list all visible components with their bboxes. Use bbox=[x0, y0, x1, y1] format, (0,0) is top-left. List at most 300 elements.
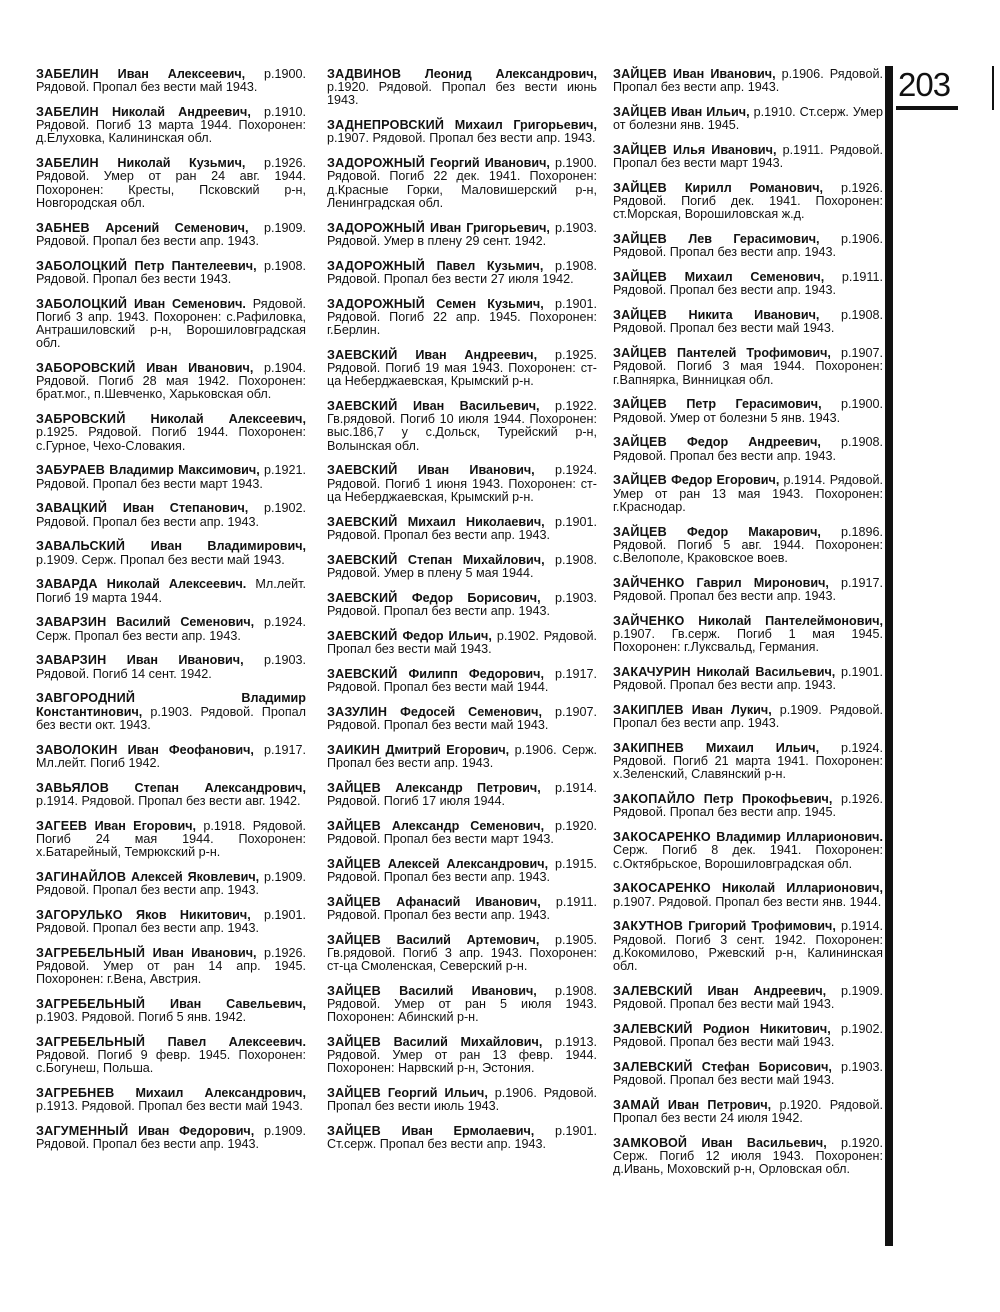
memorial-entry bbox=[36, 782, 306, 808]
entry-details: Рядовой. Погиб 9 февр. 1945. Похоронен: с.Богунеш, Польша. bbox=[36, 1048, 306, 1076]
memorial-entry bbox=[327, 349, 597, 389]
entry-given-name: Николай Андреевич, bbox=[111, 105, 251, 119]
entry-given-name: Владимир Илларионович. bbox=[716, 830, 883, 845]
memorial-entry bbox=[327, 260, 597, 286]
memorial-entry bbox=[327, 706, 597, 732]
entry-given-name: Иван Иванович, bbox=[146, 361, 254, 376]
margin-vertical-rule bbox=[885, 66, 893, 1246]
memorial-entry bbox=[613, 615, 883, 655]
memorial-entry bbox=[327, 896, 597, 922]
entry-details: р.1901. Рядовой. Пропал без вести апр. 1943. bbox=[613, 665, 884, 693]
entry-surname: ЗАДВИНОВ bbox=[327, 67, 402, 81]
entry-details: р.1903. Рядовой. Умер в плену 29 сент. 1942. bbox=[327, 220, 598, 248]
entry-given-name: Иван Григорьевич, bbox=[430, 220, 550, 235]
entry-details: р.1920. Рядовой. Пропал без вести 24 июля 1942. bbox=[613, 1097, 883, 1126]
memorial-entry bbox=[613, 1137, 883, 1177]
memorial-entry bbox=[613, 882, 883, 908]
entry-surname: ЗАБРОВСКИЙ bbox=[36, 412, 126, 427]
entry-surname: ЗАГРЕБНЕВ bbox=[36, 1086, 115, 1101]
entry-surname: ЗАЕВСКИЙ bbox=[327, 666, 398, 681]
entry-surname: ЗАВЬЯЛОВ bbox=[36, 780, 110, 795]
entry-details: р.1914. Рядовой. Пропал без вести авг. 1942. bbox=[36, 793, 301, 808]
entry-surname: ЗАЙЦЕВ bbox=[613, 473, 667, 488]
entry-details: р.1917. Рядовой. Пропал без вести апр. 1943. bbox=[613, 575, 884, 604]
entry-given-name: Иван Иванович, bbox=[417, 463, 535, 478]
entry-details: р.1918. Рядовой. Погиб 24 мая 1944. Похоронен: х.Батарейный, Темрюкский р-н. bbox=[36, 818, 307, 860]
page-number-side-rule bbox=[992, 66, 994, 110]
memorial-entry bbox=[36, 654, 306, 680]
entry-details: р.1903. Рядовой. Пропал без вести окт. 1943. bbox=[36, 704, 306, 732]
entry-given-name: Николай Васильевич, bbox=[696, 665, 836, 680]
entry-given-name: Михаил Григорьевич, bbox=[454, 118, 597, 133]
entry-surname: ЗАЙЦЕВ bbox=[327, 983, 381, 998]
entry-given-name: Василий Семенович, bbox=[116, 615, 255, 630]
entry-given-name: Степан Александрович, bbox=[134, 780, 306, 795]
entry-given-name: Иван Федорович, bbox=[138, 1124, 255, 1139]
memorial-entry bbox=[613, 271, 883, 297]
entry-details: р.1902. Рядовой. Пропал без вести май 1943. bbox=[613, 1021, 883, 1050]
page-number-underline bbox=[896, 106, 958, 110]
entry-details: р.1907. Гв.серж. Погиб 1 мая 1945. Похоронен: г.Луксвальд, Германия. bbox=[613, 627, 883, 655]
entry-given-name: Кирилл Романович, bbox=[684, 181, 824, 195]
entry-given-name: Петр Пантелеевич, bbox=[134, 258, 257, 273]
entry-details: р.1900. Рядовой. Умер от болезни 5 янв. 1943. bbox=[613, 397, 884, 425]
entry-given-name: Иван Ермолаевич, bbox=[401, 1124, 535, 1139]
entry-surname: ЗАБУРАЕВ bbox=[36, 463, 106, 478]
memorial-entry bbox=[36, 1036, 306, 1076]
entry-surname: ЗАБОЛОЦКИЙ bbox=[36, 296, 128, 311]
entry-details: р.1908. Рядовой. Пропал без вести май 1943. bbox=[613, 308, 884, 336]
entry-details: р.1909. Рядовой. Пропал без вести апр. 1943. bbox=[36, 1124, 307, 1152]
entry-details: р.1909. Рядовой. Пропал без вести апр. 1943. bbox=[613, 703, 884, 731]
entry-surname: ЗАЕВСКИЙ bbox=[327, 514, 398, 529]
memorial-entry bbox=[613, 398, 883, 424]
entry-given-name: Александр Петрович, bbox=[395, 780, 541, 795]
entry-details: р.1920. Рядовой. Пропал без вести март 1943. bbox=[327, 818, 598, 846]
entry-surname: ЗАВАРДА bbox=[36, 577, 98, 592]
entry-surname: ЗАЙЦЕВ bbox=[613, 435, 667, 450]
entry-surname: ЗАКИПНЕВ bbox=[613, 741, 684, 756]
entry-surname: ЗАВАЛЬСКИЙ bbox=[36, 539, 126, 554]
memorial-entry bbox=[327, 592, 597, 618]
memorial-entry bbox=[613, 704, 883, 730]
entry-surname: ЗАЕВСКИЙ bbox=[327, 628, 398, 643]
memorial-entry bbox=[613, 347, 883, 387]
entry-surname: ЗАЛЕВСКИЙ bbox=[613, 1021, 693, 1036]
entry-details: Мл.лейт. Погиб 19 марта 1944. bbox=[36, 577, 306, 605]
memorial-entry bbox=[613, 309, 883, 335]
entry-details: р.1903. Рядовой. Пропал без вести апр. 1943. bbox=[327, 590, 597, 618]
entry-surname: ЗАГРЕБЕЛЬНЫЙ bbox=[36, 1035, 146, 1050]
memorial-entry bbox=[36, 298, 306, 351]
entry-given-name: Афанасий Иванович, bbox=[396, 894, 541, 909]
entry-details: р.1908. Рядовой. Пропал без вести 1943. bbox=[36, 258, 307, 286]
entry-given-name: Родион Никитович, bbox=[702, 1021, 831, 1036]
memorial-entry bbox=[613, 233, 883, 259]
entry-given-name: Георгий Иванович, bbox=[430, 156, 550, 171]
entry-surname: ЗАЕВСКИЙ bbox=[327, 399, 398, 414]
entry-details: р.1905. Гв.рядовой. Погиб 3 апр. 1943. Похоронен: ст-ца Смоленская, Северский р-н. bbox=[327, 932, 598, 974]
entry-surname: ЗАЙЦЕВ bbox=[327, 1124, 381, 1139]
entry-surname: ЗАГЕЕВ bbox=[36, 818, 88, 833]
entry-surname: ЗАЙЦЕВ bbox=[327, 780, 381, 795]
entry-surname: ЗАБЕЛИН bbox=[36, 156, 99, 171]
entry-surname: ЗАЙЦЕВ bbox=[327, 818, 381, 833]
entry-details: р.1922. Гв.рядовой. Погиб 10 июля 1944. Похоронен: выс.186,7 у с.Дольск, Турейский р-н, Волынская обл. bbox=[327, 399, 597, 453]
memorial-entry bbox=[36, 540, 306, 566]
memorial-entry bbox=[613, 68, 883, 94]
entry-given-name: Арсений Семенович, bbox=[105, 220, 249, 235]
entry-details: р.1924. Рядовой. Погиб 1 июня 1943. Похоронен: ст-ца Неберджаевская, Крымский р-н. bbox=[327, 463, 598, 504]
entry-details: р.1907. Рядовой. Пропал без вести апр. 1943. bbox=[327, 131, 596, 146]
memorial-entry bbox=[327, 630, 597, 656]
entry-details: р.1913. Рядовой. Умер от ран 13 февр. 1944. Похоронен: Нарвский р-н, Эстония. bbox=[327, 1035, 598, 1076]
entry-details: р.1926. Рядовой. Погиб дек. 1941. Похоронен: ст.Морская, Ворошиловская ж.д. bbox=[613, 181, 883, 222]
entry-surname: ЗАВАРЗИН bbox=[36, 653, 107, 668]
entry-surname: ЗАЙЦЕВ bbox=[613, 346, 667, 361]
memorial-entry bbox=[613, 182, 883, 222]
memorial-entry bbox=[36, 820, 306, 860]
entry-given-name: Федор Макарович, bbox=[687, 524, 821, 539]
memorial-entry bbox=[613, 1099, 883, 1125]
memorial-entry bbox=[327, 400, 597, 453]
entry-given-name: Иван Лукич, bbox=[691, 703, 772, 718]
memorial-entry bbox=[327, 516, 597, 542]
entry-details: р.1909. Рядовой. Пропал без вести апр. 1943. bbox=[36, 869, 306, 898]
entry-given-name: Иван Васильевич, bbox=[412, 399, 540, 414]
entry-given-name: Иван Семенович. bbox=[133, 296, 246, 311]
entry-given-name: Василий Артемович, bbox=[396, 932, 540, 947]
entry-details: р.1901. Рядовой. Пропал без вести апр. 1943. bbox=[327, 514, 597, 542]
entry-details: р.1921. Рядовой. Пропал без вести март 1943. bbox=[36, 463, 306, 491]
entry-surname: ЗАЙЦЕВ bbox=[613, 67, 667, 81]
entry-given-name: Илья Иванович, bbox=[673, 143, 777, 157]
entry-details: р.1926. Рядовой. Пропал без вести апр. 1945. bbox=[613, 792, 883, 820]
entry-given-name: Стефан Борисович, bbox=[701, 1059, 832, 1074]
entry-given-name: Иван Иванович, bbox=[673, 67, 776, 81]
entry-given-name: Михаил Семенович, bbox=[684, 270, 825, 285]
memorial-entry bbox=[36, 578, 306, 604]
entry-surname: ЗАЙЧЕНКО bbox=[613, 613, 685, 628]
entry-surname: ЗАВАЦКИЙ bbox=[36, 501, 108, 516]
memorial-entry bbox=[327, 554, 597, 580]
memorial-entry bbox=[36, 947, 306, 987]
entry-surname: ЗАГОРУЛЬКО bbox=[36, 907, 123, 922]
entry-surname: ЗАЛЕВСКИЙ bbox=[613, 983, 693, 998]
entry-details: р.1911. Рядовой. Пропал без вести март 1943. bbox=[613, 143, 884, 171]
entry-details: р.1906. Серж. Пропал без вести апр. 1943. bbox=[327, 742, 598, 770]
entry-given-name: Иван Васильевич, bbox=[701, 1135, 827, 1150]
entry-given-name: Николай Илларионович, bbox=[722, 881, 883, 896]
memorial-entry bbox=[36, 260, 306, 286]
entry-details: р.1915. Рядовой. Пропал без вести апр. 1943. bbox=[327, 856, 598, 884]
memorial-entry bbox=[613, 1023, 883, 1049]
entry-details: р.1903. Рядовой. Погиб 5 янв. 1942. bbox=[36, 1010, 247, 1025]
entry-given-name: Василий Иванович, bbox=[399, 983, 537, 998]
entry-surname: ЗАВАРЗИН bbox=[36, 615, 107, 630]
entry-details: р.1908. Рядовой. Пропал без вести 27 июля 1942. bbox=[327, 258, 598, 286]
entry-details: р.1917. Мл.лейт. Погиб 1942. bbox=[36, 742, 306, 770]
entry-given-name: Иван Алексеевич, bbox=[117, 67, 246, 81]
entry-given-name: Федор Андреевич, bbox=[687, 435, 821, 450]
memorial-entry bbox=[36, 871, 306, 897]
memorial-entry bbox=[613, 577, 883, 603]
entry-given-name: Никита Иванович, bbox=[688, 308, 820, 323]
entry-given-name: Павел Кузьмич, bbox=[436, 258, 544, 273]
memorial-entry bbox=[613, 436, 883, 462]
entry-details: р.1903. Рядовой. Погиб 14 сент. 1942. bbox=[36, 653, 306, 681]
entry-given-name: Петр Прокофьевич, bbox=[703, 792, 833, 807]
entry-given-name: Иван Степанович, bbox=[122, 501, 249, 516]
memorial-entry bbox=[327, 157, 597, 210]
memorial-entry bbox=[613, 474, 883, 514]
entry-details: р.1909. Рядовой. Пропал без вести май 1943. bbox=[613, 983, 883, 1012]
entry-surname: ЗАЛЕВСКИЙ bbox=[613, 1059, 693, 1074]
entry-given-name: Федор Ильич, bbox=[402, 628, 492, 643]
entry-surname: ЗАДОРОЖНЫЙ bbox=[327, 258, 425, 273]
entry-surname: ЗАКУТНОВ bbox=[613, 919, 684, 934]
memorial-entry bbox=[613, 526, 883, 566]
entry-given-name: Иван Владимирович, bbox=[150, 539, 307, 554]
memorial-entry bbox=[327, 858, 597, 884]
entry-surname: ЗАВОЛОКИН bbox=[36, 742, 118, 757]
entry-surname: ЗАКОСАРЕНКО bbox=[613, 830, 711, 845]
entry-surname: ЗАЙЧЕНКО bbox=[613, 575, 685, 590]
memorial-entry bbox=[327, 119, 597, 145]
entry-details: р.1914. Рядовой. Умер от ран 13 мая 1943. Похоронен: г.Краснодар. bbox=[613, 473, 883, 514]
entry-given-name: Яков Никитович, bbox=[135, 907, 251, 922]
entry-given-name: Георгий Ильич, bbox=[387, 1086, 488, 1101]
entry-surname: ЗАБЕЛИН bbox=[36, 67, 99, 81]
memorial-entry bbox=[36, 502, 306, 528]
memorial-entry bbox=[36, 744, 306, 770]
entry-details: р.1901. Рядовой. Погиб 22 апр. 1945. Похоронен: г.Берлин. bbox=[327, 296, 597, 338]
entry-surname: ЗАБОЛОЦКИЙ bbox=[36, 258, 128, 273]
entry-surname: ЗАЙЦЕВ bbox=[613, 308, 667, 323]
entry-given-name: Павел Алексеевич. bbox=[167, 1035, 306, 1050]
entry-surname: ЗАЕВСКИЙ bbox=[327, 347, 398, 362]
entry-details: р.1908. Рядовой. Пропал без вести апр. 1943. bbox=[613, 435, 884, 463]
memorial-entry bbox=[36, 692, 306, 732]
entry-given-name: Гаврил Миронович, bbox=[696, 575, 829, 590]
entry-given-name: Леонид Александрович, bbox=[424, 67, 598, 81]
entry-given-name: Семен Кузьмич, bbox=[436, 296, 544, 311]
entry-given-name: Григорий Трофимович, bbox=[688, 919, 836, 934]
entry-given-name: Иван Иванович, bbox=[126, 653, 244, 668]
memorial-entry bbox=[36, 1087, 306, 1113]
entry-given-name: Иван Феофанович, bbox=[127, 742, 254, 757]
entry-given-name: Николай Пантелеймонович, bbox=[698, 613, 884, 628]
entry-given-name: Алексей Яковлевич, bbox=[130, 869, 260, 884]
entry-details: р.1902. Рядовой. Пропал без вести май 1943. bbox=[327, 628, 598, 656]
entry-given-name: Филипп Федорович, bbox=[408, 666, 544, 681]
entry-details: р.1906. Рядовой. Пропал без вести апр. 1943. bbox=[613, 67, 884, 95]
memorial-entry bbox=[327, 1125, 597, 1151]
entry-given-name: Николай Кузьмич, bbox=[117, 156, 246, 171]
entry-surname: ЗАЙЦЕВ bbox=[613, 397, 667, 412]
entry-given-name: Иван Андреевич, bbox=[707, 983, 827, 998]
entry-details: р.1900. Рядовой. Погиб 22 дек. 1941. Похоронен: д.Красные Горки, Маловишерский р-н, Ленинградская обл. bbox=[327, 156, 598, 210]
entry-details: р.1924. Рядовой. Погиб 21 марта 1941. Похоронен: х.Зеленский, Славянский р-н. bbox=[613, 741, 883, 782]
memorial-entry bbox=[327, 464, 597, 504]
column-2 bbox=[327, 68, 597, 1163]
entry-given-name: Василий Михайлович, bbox=[393, 1035, 543, 1050]
entry-details: р.1920. Серж. Погиб 12 июля 1943. Похоронен: д.Ивань, Моховский р-н, Орловская обл. bbox=[613, 1135, 883, 1177]
entry-details: р.1896. Рядовой. Погиб 5 авг. 1944. Похоронен: с.Велополе, Краковское воев. bbox=[613, 524, 884, 566]
entry-given-name: Николай Алексеевич, bbox=[150, 412, 306, 427]
entry-given-name: Дмитрий Егорович, bbox=[385, 742, 510, 757]
entry-surname: ЗАЙЦЕВ bbox=[613, 181, 667, 195]
entry-given-name: Иван Андреевич, bbox=[415, 347, 538, 362]
entry-details: р.1910. Ст.серж. Умер от болезни янв. 1945. bbox=[613, 105, 883, 133]
entry-details: р.1909. Серж. Пропал без вести май 1943. bbox=[36, 552, 285, 567]
memorial-entry bbox=[613, 793, 883, 819]
memorial-entry bbox=[327, 1087, 597, 1113]
entry-given-name: Михаил Ильич, bbox=[705, 741, 820, 756]
entry-details: р.1914. Рядовой. Погиб 3 сент. 1942. Похоронен: д.Кокомилово, Ржевский р-н, Калининская обл. bbox=[613, 919, 884, 974]
column-1 bbox=[36, 68, 306, 1163]
entry-details: р.1907. Рядовой. Пропал без вести янв. 1944. bbox=[613, 894, 882, 909]
entry-surname: ЗАГРЕБЕЛЬНЫЙ bbox=[36, 997, 146, 1012]
entry-surname: ЗАЙЦЕВ bbox=[613, 232, 667, 247]
entry-surname: ЗАЗУЛИН bbox=[327, 704, 388, 719]
memorial-entry bbox=[36, 464, 306, 490]
entry-given-name: Иван Иванович, bbox=[152, 945, 257, 960]
memorial-entry bbox=[327, 668, 597, 694]
entry-given-name: Иван Савельевич, bbox=[170, 997, 306, 1012]
entry-given-name: Владимир Максимович, bbox=[109, 463, 260, 478]
entry-details: р.1910. Рядовой. Погиб 13 марта 1944. Похоронен: д.Елуховка, Калининская обл. bbox=[36, 105, 307, 146]
memorial-entry bbox=[36, 157, 306, 210]
entry-surname: ЗАБЕЛИН bbox=[36, 105, 99, 119]
entry-details: р.1907. Рядовой. Погиб 3 мая 1944. Похоронен: г.Вапнярка, Винницкая обл. bbox=[613, 346, 884, 387]
memorial-entry bbox=[613, 742, 883, 782]
entry-details: р.1926. Рядовой. Умер от ран 24 авг. 1944. Похоронен: Кресты, Псковский р-н, Новгородская обл. bbox=[36, 156, 306, 210]
entry-surname: ЗАДОРОЖНЫЙ bbox=[327, 296, 425, 311]
entry-surname: ЗАКИПЛЕВ bbox=[613, 703, 684, 718]
memorial-entry bbox=[36, 222, 306, 248]
memorial-entry bbox=[327, 1036, 597, 1076]
entry-details: р.1924. Серж. Пропал без вести апр. 1943. bbox=[36, 615, 307, 643]
memorial-entry bbox=[36, 68, 306, 94]
entry-details: р.1925. Рядовой. Погиб 19 мая 1943. Похоронен: ст-ца Неберджаевская, Крымский р-н. bbox=[327, 347, 598, 389]
entry-surname: ЗАДОРОЖНЫЙ bbox=[327, 220, 425, 235]
entry-surname: ЗАЙЦЕВ bbox=[613, 524, 667, 539]
memorial-entry bbox=[327, 68, 597, 108]
entry-given-name: Федор Борисович, bbox=[411, 590, 541, 605]
entry-surname: ЗАИКИН bbox=[327, 742, 381, 757]
entry-details: р.1900. Рядовой. Пропал без вести май 1943. bbox=[36, 67, 306, 95]
entry-given-name: Федор Егорович, bbox=[671, 473, 780, 488]
entry-details: р.1908. Рядовой. Умер от ран 5 июля 1943. Похоронен: Абинский р-н. bbox=[327, 983, 597, 1025]
entry-details: р.1906. Рядовой. Пропал без вести июль 1943. bbox=[327, 1086, 598, 1114]
entry-details: Рядовой. Погиб 3 апр. 1943. Похоронен: с.Рафиловка, Антрашиловский р-н, Ворошиловградская обл. bbox=[36, 296, 307, 351]
entry-details: р.1926. Рядовой. Умер от ран 14 апр. 1945. Похоронен: г.Вена, Австрия. bbox=[36, 945, 306, 987]
entry-details: р.1925. Рядовой. Погиб 1944. Похоронен: с.Гурное, Чехо-Словакия. bbox=[36, 425, 306, 453]
entry-surname: ЗАЙЦЕВ bbox=[613, 105, 667, 119]
memorial-entry bbox=[36, 616, 306, 642]
entry-given-name: Михаил Николаевич, bbox=[407, 514, 545, 529]
entry-surname: ЗАВГОРОДНИЙ bbox=[36, 691, 136, 706]
entry-surname: ЗАЙЦЕВ bbox=[327, 1086, 381, 1101]
entry-given-name: Иван Егорович, bbox=[94, 818, 197, 833]
memorial-entry bbox=[327, 985, 597, 1025]
memorial-entry bbox=[36, 909, 306, 935]
entry-surname: ЗАКОСАРЕНКО bbox=[613, 881, 711, 896]
entry-given-name: Николай Алексеевич. bbox=[106, 577, 247, 592]
entry-details: р.1901. Ст.серж. Пропал без вести апр. 1943. bbox=[327, 1124, 598, 1152]
entry-given-name: Владимир Константинович, bbox=[36, 691, 306, 719]
entry-given-name: Петр Герасимович, bbox=[686, 397, 822, 412]
entry-surname: ЗАКАЧУРИН bbox=[613, 665, 691, 680]
entry-given-name: Федосей Семенович, bbox=[400, 704, 542, 719]
entry-details: р.1914. Рядовой. Погиб 17 июля 1944. bbox=[327, 780, 598, 808]
memorial-entry bbox=[613, 831, 883, 871]
entry-surname: ЗАЕВСКИЙ bbox=[327, 590, 398, 605]
entry-given-name: Иван Петрович, bbox=[667, 1097, 772, 1112]
entry-given-name: Алексей Александрович, bbox=[387, 856, 549, 871]
entry-surname: ЗАЕВСКИЙ bbox=[327, 552, 398, 567]
entry-surname: ЗАЙЦЕВ bbox=[327, 856, 381, 871]
memorial-entry bbox=[36, 1125, 306, 1151]
memorial-entry bbox=[613, 106, 883, 132]
entry-surname: ЗАЕВСКИЙ bbox=[327, 463, 398, 478]
entry-surname: ЗАБНЕВ bbox=[36, 220, 90, 235]
entry-surname: ЗАГРЕБЕЛЬНЫЙ bbox=[36, 945, 146, 960]
entry-given-name: Лев Герасимович, bbox=[688, 232, 820, 247]
entry-given-name: Михаил Александрович, bbox=[135, 1086, 306, 1101]
memorial-entry bbox=[327, 820, 597, 846]
entry-surname: ЗАМКОВОЙ bbox=[613, 1135, 688, 1150]
entry-surname: ЗАЙЦЕВ bbox=[613, 143, 667, 157]
column-3 bbox=[613, 68, 883, 1188]
memorial-entry bbox=[327, 934, 597, 974]
memorial-entry bbox=[327, 298, 597, 338]
entry-details: р.1911. Рядовой. Пропал без вести апр. 1943. bbox=[327, 894, 597, 922]
entry-details: Серж. Погиб 8 дек. 1941. Похоронен: с.Октябрьское, Ворошиловградская обл. bbox=[613, 843, 883, 871]
entry-surname: ЗАЙЦЕВ bbox=[327, 894, 381, 909]
entry-details: р.1911. Рядовой. Пропал без вести апр. 1943. bbox=[613, 270, 884, 298]
entry-surname: ЗАМАЙ bbox=[613, 1097, 660, 1112]
entry-details: р.1917. Рядовой. Пропал без вести май 1944. bbox=[327, 666, 597, 694]
entry-details: р.1907. Рядовой. Пропал без вести май 1943. bbox=[327, 704, 597, 732]
entry-surname: ЗАГУМЕННЫЙ bbox=[36, 1124, 129, 1139]
entry-details: р.1920. Рядовой. Пропал без вести июнь 1943. bbox=[327, 80, 597, 108]
entry-details: р.1903. Рядовой. Пропал без вести май 1943. bbox=[613, 1059, 884, 1088]
entry-surname: ЗАКОПАЙЛО bbox=[613, 792, 696, 807]
memorial-entry bbox=[613, 144, 883, 170]
entry-surname: ЗАЙЦЕВ bbox=[327, 932, 381, 947]
memorial-entry bbox=[36, 998, 306, 1024]
memorial-entry bbox=[613, 920, 883, 973]
entry-details: р.1908. Рядовой. Умер в плену 5 мая 1944. bbox=[327, 552, 598, 580]
entry-surname: ЗАДОРОЖНЫЙ bbox=[327, 156, 425, 171]
entry-surname: ЗАЙЦЕВ bbox=[327, 1035, 381, 1050]
entry-given-name: Пантелей Трофимович, bbox=[676, 346, 831, 361]
entry-details: р.1909. Рядовой. Пропал без вести апр. 1943. bbox=[36, 220, 306, 248]
entry-details: р.1904. Рядовой. Погиб 28 мая 1942. Похоронен: брат.мог., п.Шевченко, Харьковская обл. bbox=[36, 361, 307, 402]
memorial-entry bbox=[327, 744, 597, 770]
memorial-entry bbox=[327, 222, 597, 248]
entry-surname: ЗАЙЦЕВ bbox=[613, 270, 667, 285]
entry-details: р.1906. Рядовой. Пропал без вести апр. 1943. bbox=[613, 232, 883, 260]
memorial-entry bbox=[36, 413, 306, 453]
entry-details: р.1902. Рядовой. Пропал без вести апр. 1943. bbox=[36, 501, 306, 529]
entry-surname: ЗАГИНАЙЛОВ bbox=[36, 869, 127, 884]
memorial-entry bbox=[36, 362, 306, 402]
memorial-entry bbox=[327, 782, 597, 808]
entry-details: р.1901. Рядовой. Пропал без вести апр. 1943. bbox=[36, 907, 306, 936]
